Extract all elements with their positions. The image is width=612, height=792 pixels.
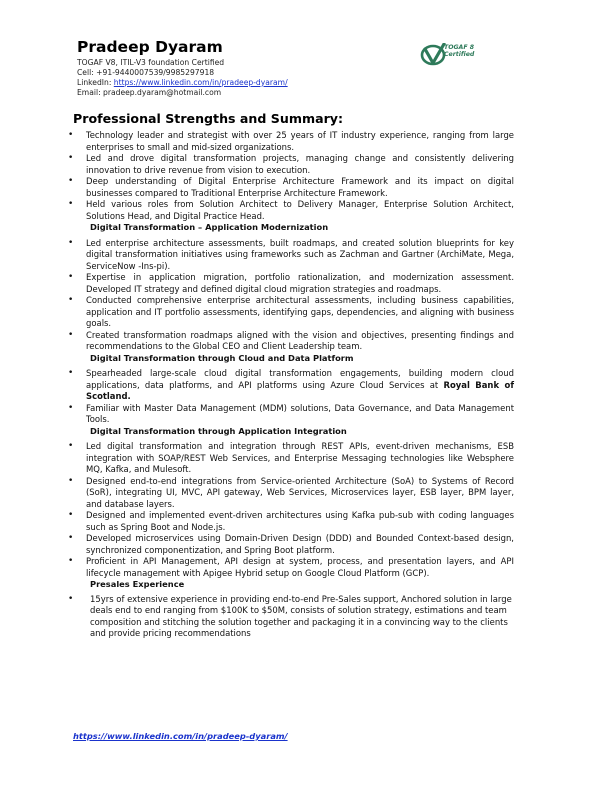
footer-linkedin-link[interactable]: https://www.linkedin.com/in/pradeep-dyaram/ (73, 731, 288, 741)
list-item: • Created transformation roadmaps aligned with the vision and objectives, presenting findings and recommendations to the Global CEO and Client Leadership team. (68, 330, 514, 353)
logo-line-2: Certified (444, 51, 475, 58)
app-modernization-list (68, 238, 514, 353)
list-item: • Expertise in application migration, portfolio rationalization, and modernization assessment. Developed IT strategy and defined digital cloud migration strategies and roadmaps. (68, 272, 514, 295)
cell-line: Cell: +91-9440007539/9985297918 (77, 68, 215, 77)
certifications-line: TOGAF V8, ITIL-V3 foundation Certified (77, 58, 225, 67)
list-item-text: Spearheaded large-scale cloud digital transformation engagements, building modern cloud applications, data platforms, and API platforms using Azure Cloud Services at (86, 368, 514, 390)
linkedin-label: LinkedIn: (77, 78, 114, 87)
list-item: • Familiar with Master Data Management (MDM) solutions, Data Governance, and Data Management Tools. (68, 403, 514, 426)
togaf-logo-text (444, 44, 474, 58)
list-item: • 15yrs of extensive experience in providing end-to-end Pre-Sales support, Anchored solution in large deals end to end ranging from $100K to $50M, consists of solution strategy, estimations and team composition and stitching the solution together and packaging it in a convincing way to the clients and provide pricing recommendations (68, 594, 514, 640)
list-item: • Designed end-to-end integrations from Service-oriented Architecture (SoA) to Systems of Record (SoR), integrating UI, MVC, API gateway, Web Services, Microservices layer, ESB layer, BPM layer, and database layers. (68, 476, 514, 511)
subheading-cloud-data: Digital Transformation through Cloud and Data Platform (90, 352, 354, 363)
linkedin-link[interactable]: https://www.linkedin.com/in/pradeep-dyaram/ (113, 78, 288, 87)
candidate-name: Pradeep Dyaram (77, 38, 223, 56)
logo-line-1: TOGAF 8 (444, 44, 475, 51)
list-item: • Deep understanding of Digital Enterprise Architecture Framework and its impact on digital businesses compared to Traditional Enterprise Architecture Framework. (68, 176, 514, 199)
presales-list (68, 594, 514, 640)
list-item: • Conducted comprehensive enterprise architectural assessments, including business capabilities, application and IT portfolio assessments, identifying gaps, dependencies, and aligning with business goals. (68, 295, 514, 330)
list-item (68, 368, 514, 403)
contact-block (77, 58, 288, 98)
list-item: • Led and drove digital transformation projects, managing change and consistently delivering innovation to drive revenue from vision to execution. (68, 153, 514, 176)
subheading-presales: Presales Experience (90, 579, 185, 589)
list-item: • Led enterprise architecture assessments, built roadmaps, and created solution blueprints for key digital transformation initiatives using frameworks such as Zachman and Gartner (ArchiMate, Mega, ServiceNow -Ins-pi). (68, 238, 514, 273)
subheading-integration: Digital Transformation through Application Integration (90, 425, 347, 436)
email-line: Email: pradeep.dyaram@hotmail.com (77, 88, 222, 97)
summary-title: Professional Strengths and Summary: (73, 111, 344, 126)
list-item: • Proficient in API Management, API design at system, process, and presentation layers, and API lifecycle management with Apigee Hybrid setup on Google Cloud Platform (GCP). (68, 556, 514, 579)
cloud-data-list (68, 368, 514, 426)
list-item: • Designed and implemented event-driven architectures using Kafka pub-sub with coding languages such as Spring Boot and Node.js. (68, 510, 514, 533)
resume-content (68, 130, 514, 640)
linkedin-line (77, 78, 288, 88)
list-item: • Held various roles from Solution Architect to Delivery Manager, Enterprise Solution Architect, Solutions Head, and Digital Practice Head. (68, 199, 514, 222)
list-item: • Developed microservices using Domain-Driven Design (DDD) and Bounded Context-based design, synchronized componentization, and Spring Boot platform. (68, 533, 514, 556)
list-item: • Led digital transformation and integration through REST APIs, event-driven mechanisms, ESB integration with SOAP/REST Web Services, and Enterprise Messaging technologies like Websphere MQ, Kafka, and Mulesoft. (68, 441, 514, 476)
summary-list (68, 130, 514, 222)
subheading-app-modernization: Digital Transformation – Application Modernization (90, 222, 329, 232)
client-name: Royal Bank of Scotland. (86, 379, 514, 401)
list-item: • Technology leader and strategist with over 25 years of IT industry experience, ranging from large enterprises to small and mid-sized organizations. (68, 130, 514, 153)
integration-list (68, 441, 514, 579)
